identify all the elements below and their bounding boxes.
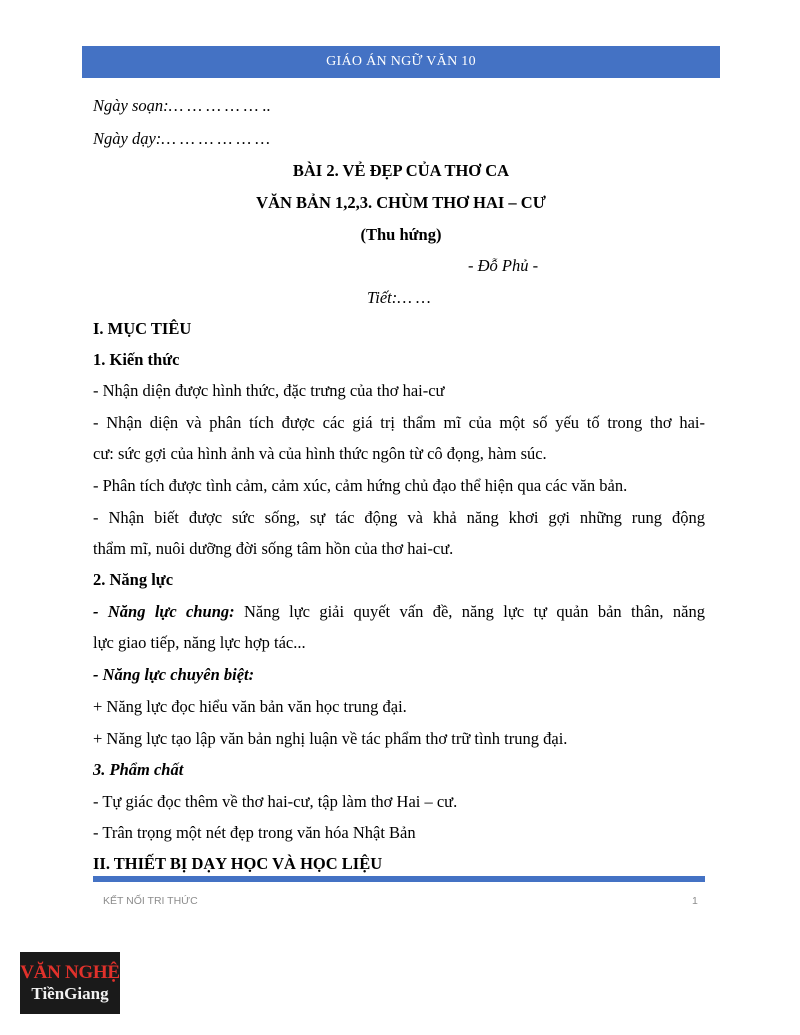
general-competence-text: Năng lực giải quyết vấn đề, năng lực tự quản bản thân, năng xyxy=(234,602,706,621)
quality-item-2: - Trân trọng một nét đẹp trong văn hóa Nhật Bản xyxy=(93,823,416,842)
knowledge-item-2-line-2: cư: sức gợi của hình ảnh và của hình thức ngôn từ cô đọng, hàm súc. xyxy=(93,444,547,463)
footer-brand: KẾT NỐI TRI THỨC xyxy=(103,895,198,907)
footer-page-number: 1 xyxy=(692,895,698,907)
general-competence-label: - Năng lực chung: xyxy=(93,602,235,621)
knowledge-item-4-line-1: - Nhận biết được sức sống, sự tác động và khả năng khơi gợi những rung động xyxy=(93,508,705,527)
knowledge-heading: 1. Kiến thức xyxy=(93,350,180,369)
author-line: - Đỗ Phủ - xyxy=(468,256,539,275)
header-title: GIÁO ÁN NGỮ VĂN 10 xyxy=(326,54,476,69)
section-1-heading: I. MỤC TIÊU xyxy=(93,319,192,338)
knowledge-item-4-line-2: thẩm mĩ, nuôi dưỡng đời sống tâm hồn của thơ hai-cư. xyxy=(93,539,454,558)
section-2-heading: II. THIẾT BỊ DẠY HỌC VÀ HỌC LIỆU xyxy=(93,854,383,873)
logo-line-1: VĂN NGHỆ xyxy=(20,962,120,983)
specific-competence-item-1: + Năng lực đọc hiểu văn bản văn học trung đại. xyxy=(93,697,407,716)
prep-date: Ngày soạn:… … … … … .. xyxy=(93,96,271,115)
period-line: Tiết:… … xyxy=(367,288,431,307)
knowledge-item-1: - Nhận diện được hình thức, đặc trưng của thơ hai-cư xyxy=(93,381,445,400)
specific-competence-item-2: + Năng lực tạo lập văn bản nghị luận về tác phẩm thơ trữ tình trung đại. xyxy=(93,729,568,748)
quality-heading: 3. Phẩm chất xyxy=(93,760,184,779)
page-header-bar xyxy=(82,46,720,78)
lesson-title: BÀI 2. VẺ ĐẸP CỦA THƠ CA xyxy=(292,161,510,180)
teaching-date: Ngày dạy:… … … … … … xyxy=(93,129,270,148)
general-competence-line-1 xyxy=(93,602,705,622)
specific-competence-label: - Năng lực chuyên biệt: xyxy=(93,665,255,684)
knowledge-item-3: - Phân tích được tình cảm, cảm xúc, cảm hứng chủ đạo thể hiện qua các văn bản. xyxy=(93,476,628,495)
quality-item-1: - Tự giác đọc thêm về thơ hai-cư, tập làm thơ Hai – cư. xyxy=(93,792,458,811)
text-subtitle: (Thu hứng) xyxy=(360,225,442,244)
competence-heading: 2. Năng lực xyxy=(93,570,174,589)
footer-divider xyxy=(93,876,705,882)
van-nghe-tien-giang-logo xyxy=(20,952,120,1014)
text-title: VĂN BẢN 1,2,3. CHÙM THƠ HAI – CƯ xyxy=(256,193,546,212)
general-competence-line-2: lực giao tiếp, năng lực hợp tác... xyxy=(93,633,306,652)
knowledge-item-2-line-1: - Nhận diện và phân tích được các giá trị thẩm mĩ của một số yếu tố trong thơ hai- xyxy=(93,413,705,432)
logo-line-2: TiềnGiang xyxy=(31,984,109,1003)
